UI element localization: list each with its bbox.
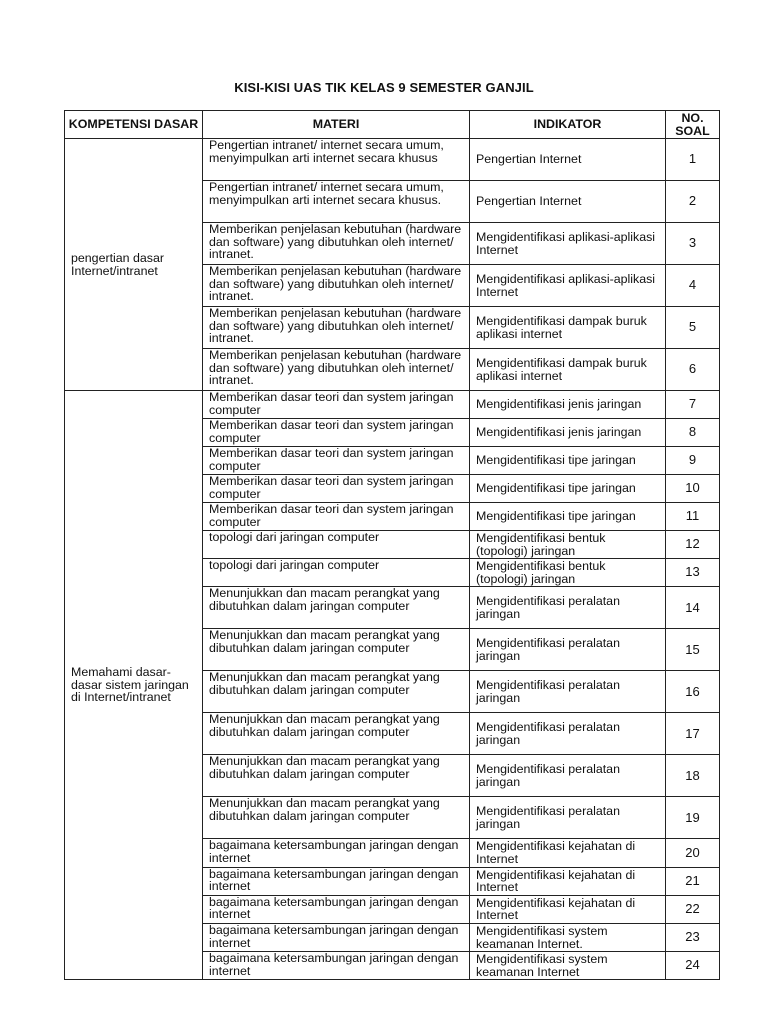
materi-cell: Memberikan penjelasan kebutuhan (hardware dan software) yang dibutuhkan oleh internet/ intranet. bbox=[203, 307, 470, 349]
materi-cell: bagaimana ketersambungan jaringan dengan internet bbox=[203, 895, 470, 923]
no-soal-cell: 17 bbox=[666, 713, 720, 755]
document-title: KISI-KISI UAS TIK KELAS 9 SEMESTER GANJIL bbox=[234, 80, 534, 95]
indikator-cell: Mengidentifikasi tipe jaringan bbox=[470, 447, 666, 475]
materi-cell: Pengertian intranet/ internet secara umum, menyimpulkan arti internet secara khusus. bbox=[203, 181, 470, 223]
no-soal-cell: 8 bbox=[666, 419, 720, 447]
no-soal-cell: 19 bbox=[666, 797, 720, 839]
materi-cell: Memberikan penjelasan kebutuhan (hardware dan software) yang dibutuhkan oleh internet/ intranet. bbox=[203, 349, 470, 391]
indikator-cell: Mengidentifikasi system keamanan Internet bbox=[470, 952, 666, 980]
materi-cell: topologi dari jaringan computer bbox=[203, 531, 470, 559]
materi-cell: Memberikan penjelasan kebutuhan (hardware dan software) yang dibutuhkan oleh internet/ intranet. bbox=[203, 265, 470, 307]
header-kompetensi-dasar: KOMPETENSI DASAR bbox=[65, 111, 203, 139]
no-soal-cell: 20 bbox=[666, 839, 720, 867]
materi-cell: Memberikan dasar teori dan system jaringan computer bbox=[203, 503, 470, 531]
indikator-cell: Pengertian Internet bbox=[470, 139, 666, 181]
materi-cell: bagaimana ketersambungan jaringan dengan internet bbox=[203, 952, 470, 980]
materi-cell: Memberikan dasar teori dan system jaringan computer bbox=[203, 391, 470, 419]
materi-cell: bagaimana ketersambungan jaringan dengan internet bbox=[203, 867, 470, 895]
materi-cell: Menunjukkan dan macam perangkat yang dibutuhkan dalam jaringan computer bbox=[203, 755, 470, 797]
materi-cell: Menunjukkan dan macam perangkat yang dibutuhkan dalam jaringan computer bbox=[203, 629, 470, 671]
no-soal-cell: 18 bbox=[666, 755, 720, 797]
materi-cell: Menunjukkan dan macam perangkat yang dibutuhkan dalam jaringan computer bbox=[203, 713, 470, 755]
indikator-cell: Mengidentifikasi peralatan jaringan bbox=[470, 755, 666, 797]
kompetensi-dasar-cell: Memahami dasar-dasar sistem jaringan di Internet/intranet bbox=[65, 391, 203, 980]
no-soal-cell: 9 bbox=[666, 447, 720, 475]
indikator-cell: Mengidentifikasi peralatan jaringan bbox=[470, 797, 666, 839]
materi-cell: Memberikan dasar teori dan system jaringan computer bbox=[203, 475, 470, 503]
no-soal-cell: 24 bbox=[666, 952, 720, 980]
indikator-cell: Mengidentifikasi kejahatan di Internet bbox=[470, 895, 666, 923]
indikator-cell: Mengidentifikasi bentuk (topologi) jaringan bbox=[470, 531, 666, 559]
materi-cell: Pengertian intranet/ internet secara umum, menyimpulkan arti internet secara khusus bbox=[203, 139, 470, 181]
no-soal-cell: 2 bbox=[666, 181, 720, 223]
indikator-cell: Mengidentifikasi kejahatan di Internet bbox=[470, 867, 666, 895]
header-materi: MATERI bbox=[203, 111, 470, 139]
indikator-cell: Mengidentifikasi peralatan jaringan bbox=[470, 671, 666, 713]
no-soal-cell: 13 bbox=[666, 559, 720, 587]
table-row bbox=[65, 139, 720, 181]
no-soal-cell: 3 bbox=[666, 223, 720, 265]
table-row bbox=[65, 391, 720, 419]
indikator-cell: Mengidentifikasi dampak buruk aplikasi internet bbox=[470, 349, 666, 391]
indikator-cell: Mengidentifikasi jenis jaringan bbox=[470, 419, 666, 447]
materi-cell: Memberikan dasar teori dan system jaringan computer bbox=[203, 419, 470, 447]
indikator-cell: Mengidentifikasi system keamanan Internet. bbox=[470, 923, 666, 951]
table-body bbox=[65, 139, 720, 980]
indikator-cell: Mengidentifikasi aplikasi-aplikasi Internet bbox=[470, 265, 666, 307]
indikator-cell: Mengidentifikasi jenis jaringan bbox=[470, 391, 666, 419]
no-soal-cell: 23 bbox=[666, 923, 720, 951]
materi-cell: bagaimana ketersambungan jaringan dengan internet bbox=[203, 923, 470, 951]
materi-cell: Memberikan dasar teori dan system jaringan computer bbox=[203, 447, 470, 475]
indikator-cell: Mengidentifikasi tipe jaringan bbox=[470, 475, 666, 503]
indikator-cell: Mengidentifikasi kejahatan di Internet bbox=[470, 839, 666, 867]
table-header-row bbox=[65, 111, 720, 139]
no-soal-cell: 14 bbox=[666, 587, 720, 629]
indikator-cell: Mengidentifikasi peralatan jaringan bbox=[470, 629, 666, 671]
no-soal-cell: 1 bbox=[666, 139, 720, 181]
no-soal-cell: 21 bbox=[666, 867, 720, 895]
indikator-cell: Mengidentifikasi peralatan jaringan bbox=[470, 587, 666, 629]
indikator-cell: Mengidentifikasi aplikasi-aplikasi Internet bbox=[470, 223, 666, 265]
header-indikator: INDIKATOR bbox=[470, 111, 666, 139]
materi-cell: bagaimana ketersambungan jaringan dengan internet bbox=[203, 839, 470, 867]
no-soal-cell: 6 bbox=[666, 349, 720, 391]
no-soal-cell: 11 bbox=[666, 503, 720, 531]
materi-cell: topologi dari jaringan computer bbox=[203, 559, 470, 587]
indikator-cell: Pengertian Internet bbox=[470, 181, 666, 223]
no-soal-cell: 5 bbox=[666, 307, 720, 349]
no-soal-cell: 15 bbox=[666, 629, 720, 671]
materi-cell: Menunjukkan dan macam perangkat yang dibutuhkan dalam jaringan computer bbox=[203, 671, 470, 713]
indikator-cell: Mengidentifikasi dampak buruk aplikasi internet bbox=[470, 307, 666, 349]
kompetensi-dasar-cell: pengertian dasar Internet/intranet bbox=[65, 139, 203, 391]
indikator-cell: Mengidentifikasi bentuk (topologi) jaringan bbox=[470, 559, 666, 587]
materi-cell: Memberikan penjelasan kebutuhan (hardware dan software) yang dibutuhkan oleh internet/ intranet. bbox=[203, 223, 470, 265]
header-no-soal: NO. SOAL bbox=[666, 111, 720, 139]
no-soal-cell: 22 bbox=[666, 895, 720, 923]
no-soal-cell: 16 bbox=[666, 671, 720, 713]
indikator-cell: Mengidentifikasi peralatan jaringan bbox=[470, 713, 666, 755]
no-soal-cell: 12 bbox=[666, 531, 720, 559]
materi-cell: Menunjukkan dan macam perangkat yang dibutuhkan dalam jaringan computer bbox=[203, 797, 470, 839]
no-soal-cell: 7 bbox=[666, 391, 720, 419]
kisi-kisi-table bbox=[64, 110, 720, 980]
materi-cell: Menunjukkan dan macam perangkat yang dibutuhkan dalam jaringan computer bbox=[203, 587, 470, 629]
no-soal-cell: 10 bbox=[666, 475, 720, 503]
indikator-cell: Mengidentifikasi tipe jaringan bbox=[470, 503, 666, 531]
no-soal-cell: 4 bbox=[666, 265, 720, 307]
